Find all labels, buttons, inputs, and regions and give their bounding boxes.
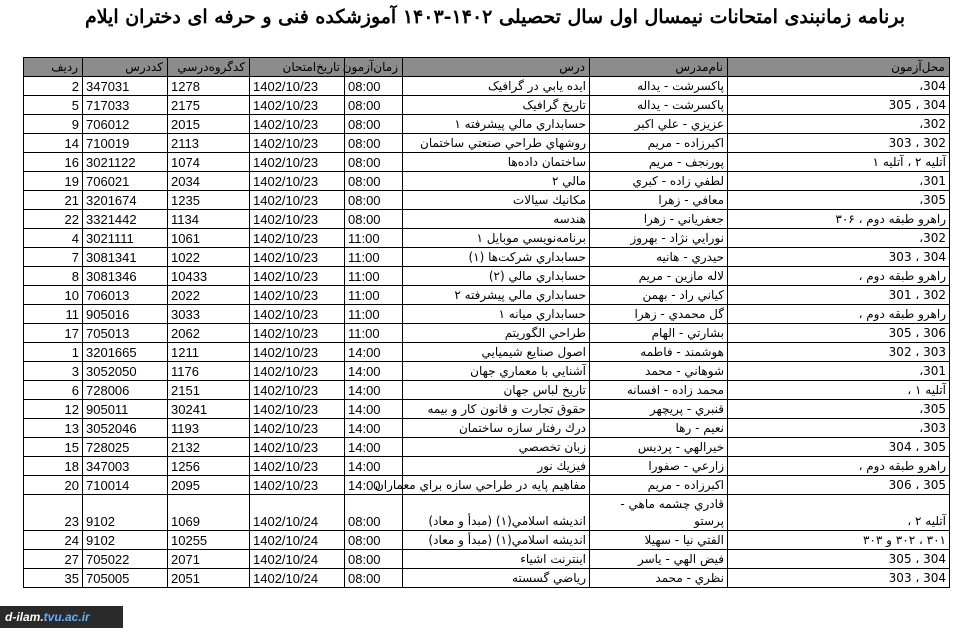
cell-exam-time: 08:00 (345, 77, 403, 96)
cell-group-code: 30241 (168, 400, 250, 419)
cell-place: آتليه ۲ ، آتليه ۱ (728, 153, 950, 172)
table-row (24, 343, 950, 362)
cell-group-code: 1235 (168, 191, 250, 210)
cell-radif: 13 (24, 419, 83, 438)
cell-course-code: 3201665 (83, 343, 168, 362)
table-row (24, 115, 950, 134)
cell-exam-date: 1402/10/23 (250, 400, 345, 419)
cell-place: 305 ، 304 (728, 438, 950, 457)
header-course-code: كددرس (83, 58, 168, 77)
cell-radif: 1 (24, 343, 83, 362)
cell-exam-date: 1402/10/23 (250, 172, 345, 191)
cell-radif: 20 (24, 476, 83, 495)
cell-course: اينترنت اشياء (403, 550, 590, 569)
cell-exam-date: 1402/10/23 (250, 457, 345, 476)
cell-teacher: جعفرياني - زهرا (590, 210, 728, 229)
cell-course-code: 3052050 (83, 362, 168, 381)
cell-exam-time: 11:00 (345, 267, 403, 286)
cell-place: 303 ، 302 (728, 343, 950, 362)
cell-course-code: 705013 (83, 324, 168, 343)
table-row (24, 324, 950, 343)
cell-exam-date: 1402/10/23 (250, 77, 345, 96)
cell-course-code: 3201674 (83, 191, 168, 210)
cell-course-code: 717033 (83, 96, 168, 115)
cell-group-code: 1069 (168, 495, 250, 531)
cell-course: رياضي گسسته (403, 569, 590, 588)
cell-course-code: 728025 (83, 438, 168, 457)
cell-place: راهرو طبقه دوم ، (728, 457, 950, 476)
site-watermark (0, 606, 123, 628)
cell-radif: 2 (24, 77, 83, 96)
cell-place: آتليه ۲ ، (728, 495, 950, 531)
cell-radif: 12 (24, 400, 83, 419)
cell-course: حسابداري مالي (۲) (403, 267, 590, 286)
cell-course: حسابداري مالي پيشرفته ۱ (403, 115, 590, 134)
cell-exam-date: 1402/10/23 (250, 419, 345, 438)
cell-course-code: 705022 (83, 550, 168, 569)
cell-radif: 23 (24, 495, 83, 531)
cell-radif: 3 (24, 362, 83, 381)
cell-exam-date: 1402/10/23 (250, 115, 345, 134)
cell-course: آشنايي با معماري جهان (403, 362, 590, 381)
table-row (24, 419, 950, 438)
cell-course: درك رفتار سازه ساختمان (403, 419, 590, 438)
cell-exam-time: 08:00 (345, 569, 403, 588)
cell-course-code: 3052046 (83, 419, 168, 438)
cell-teacher: اكبرزاده - مريم (590, 134, 728, 153)
cell-course-code: 905016 (83, 305, 168, 324)
cell-course-code: 347003 (83, 457, 168, 476)
cell-exam-date: 1402/10/23 (250, 438, 345, 457)
cell-place: 303، (728, 419, 950, 438)
cell-group-code: 2015 (168, 115, 250, 134)
cell-course-code: 3321442 (83, 210, 168, 229)
cell-exam-date: 1402/10/23 (250, 305, 345, 324)
cell-place: 304 ، 303 (728, 569, 950, 588)
cell-place: 304، (728, 77, 950, 96)
cell-course: فيزيك نور (403, 457, 590, 476)
cell-exam-time: 14:00 (345, 476, 403, 495)
cell-course-code: 9102 (83, 495, 168, 531)
cell-teacher: فيض الهي - ياسر (590, 550, 728, 569)
cell-course-code: 3021122 (83, 153, 168, 172)
cell-radif: 24 (24, 531, 83, 550)
cell-course: انديشه اسلامي(۱) (مبدأ و معاد) (403, 495, 590, 531)
table-row (24, 362, 950, 381)
cell-exam-time: 14:00 (345, 381, 403, 400)
table-row (24, 457, 950, 476)
cell-group-code: 2095 (168, 476, 250, 495)
cell-radif: 7 (24, 248, 83, 267)
watermark-prefix: d-ilam. (5, 610, 44, 624)
cell-radif: 18 (24, 457, 83, 476)
exam-schedule-table (23, 57, 950, 588)
cell-teacher: قنبري - پريچهر (590, 400, 728, 419)
cell-teacher: نورايي نژاد - بهروز (590, 229, 728, 248)
cell-course: حسابداري مالي پيشرفته ۲ (403, 286, 590, 305)
table-row (24, 286, 950, 305)
cell-exam-time: 11:00 (345, 305, 403, 324)
cell-course: مالي ۲ (403, 172, 590, 191)
cell-course: هندسه (403, 210, 590, 229)
cell-place: راهرو طبقه دوم ، ۳۰۶ (728, 210, 950, 229)
cell-exam-time: 14:00 (345, 362, 403, 381)
cell-exam-time: 08:00 (345, 531, 403, 550)
cell-place: راهرو طبقه دوم ، (728, 305, 950, 324)
header-place: محل‌آزمون (728, 58, 950, 77)
cell-place: 301، (728, 172, 950, 191)
cell-exam-date: 1402/10/23 (250, 153, 345, 172)
cell-teacher: كياني راد - بهمن (590, 286, 728, 305)
cell-radif: 4 (24, 229, 83, 248)
cell-exam-date: 1402/10/23 (250, 267, 345, 286)
cell-exam-time: 14:00 (345, 343, 403, 362)
cell-teacher: لطفي زاده - كبري (590, 172, 728, 191)
cell-place: 301، (728, 362, 950, 381)
cell-course: طراحي الگوريتم (403, 324, 590, 343)
cell-course-code: 3081346 (83, 267, 168, 286)
table-row (24, 229, 950, 248)
cell-course: حسابداري ميانه ۱ (403, 305, 590, 324)
cell-course-code: 706021 (83, 172, 168, 191)
cell-course-code: 728006 (83, 381, 168, 400)
cell-exam-time: 08:00 (345, 115, 403, 134)
table-row (24, 531, 950, 550)
cell-group-code: 1193 (168, 419, 250, 438)
cell-exam-date: 1402/10/23 (250, 476, 345, 495)
cell-place: 305، (728, 400, 950, 419)
cell-place: 302 ، 301 (728, 286, 950, 305)
cell-group-code: 1256 (168, 457, 250, 476)
cell-group-code: 1134 (168, 210, 250, 229)
cell-group-code: 2132 (168, 438, 250, 457)
table-row (24, 267, 950, 286)
header-exam-date: تاريخ‌امتحان (250, 58, 345, 77)
cell-exam-date: 1402/10/23 (250, 191, 345, 210)
cell-exam-time: 14:00 (345, 438, 403, 457)
cell-exam-time: 11:00 (345, 324, 403, 343)
cell-group-code: 1176 (168, 362, 250, 381)
cell-exam-time: 14:00 (345, 457, 403, 476)
cell-group-code: 1022 (168, 248, 250, 267)
cell-course: برنامه‌نويسي موبايل ۱ (403, 229, 590, 248)
cell-exam-date: 1402/10/24 (250, 550, 345, 569)
cell-radif: 19 (24, 172, 83, 191)
cell-radif: 14 (24, 134, 83, 153)
cell-teacher: لاله مازين - مريم (590, 267, 728, 286)
cell-exam-date: 1402/10/23 (250, 248, 345, 267)
cell-teacher: نظري - محمد (590, 569, 728, 588)
cell-course: ايده يابي در گرافيک (403, 77, 590, 96)
cell-teacher: معافي - زهرا (590, 191, 728, 210)
cell-exam-date: 1402/10/24 (250, 495, 345, 531)
table-row (24, 550, 950, 569)
header-group-code: كدگروه‌درسي (168, 58, 250, 77)
cell-course-code: 706013 (83, 286, 168, 305)
cell-group-code: 2151 (168, 381, 250, 400)
cell-radif: 22 (24, 210, 83, 229)
header-course: درس (403, 58, 590, 77)
cell-teacher: خيرالهي - پرديس (590, 438, 728, 457)
cell-place: 304 ، 305 (728, 96, 950, 115)
cell-exam-time: 08:00 (345, 550, 403, 569)
table-row (24, 134, 950, 153)
cell-course: حقوق تجارت و قانون كار و بيمه (403, 400, 590, 419)
cell-radif: 5 (24, 96, 83, 115)
cell-course-code: 9102 (83, 531, 168, 550)
header-exam-time: زمان‌آزمون (345, 58, 403, 77)
table-row (24, 381, 950, 400)
table-row (24, 191, 950, 210)
cell-place: 305، (728, 191, 950, 210)
cell-group-code: 2022 (168, 286, 250, 305)
cell-teacher: قادري چشمه ماهي - پرستو (590, 495, 728, 531)
watermark-domain: tvu.ac.ir (43, 610, 90, 624)
cell-course: اصول صنايع شيميايي (403, 343, 590, 362)
cell-exam-date: 1402/10/23 (250, 286, 345, 305)
table-row (24, 569, 950, 588)
table-row (24, 96, 950, 115)
cell-course: مكانيك سيالات (403, 191, 590, 210)
cell-exam-time: 11:00 (345, 286, 403, 305)
cell-course-code: 905011 (83, 400, 168, 419)
cell-group-code: 1211 (168, 343, 250, 362)
cell-exam-date: 1402/10/23 (250, 96, 345, 115)
cell-place: راهرو طبقه دوم ، (728, 267, 950, 286)
cell-group-code: 1061 (168, 229, 250, 248)
cell-radif: 17 (24, 324, 83, 343)
cell-radif: 27 (24, 550, 83, 569)
cell-teacher: هوشمند - فاطمه (590, 343, 728, 362)
header-teacher: نام‌مدرس (590, 58, 728, 77)
cell-teacher: محمد زاده - افسانه (590, 381, 728, 400)
cell-course-code: 3021111 (83, 229, 168, 248)
cell-teacher: بشارتي - الهام (590, 324, 728, 343)
cell-course-code: 710014 (83, 476, 168, 495)
cell-exam-time: 08:00 (345, 191, 403, 210)
cell-place: ۳۰۱ ، ۳۰۲ و ۳۰۳ (728, 531, 950, 550)
table-row (24, 172, 950, 191)
cell-exam-time: 11:00 (345, 229, 403, 248)
cell-teacher: پورنجف - مريم (590, 153, 728, 172)
cell-radif: 6 (24, 381, 83, 400)
cell-course-code: 3081341 (83, 248, 168, 267)
cell-course: تاريخ لباس جهان (403, 381, 590, 400)
cell-place: 302، (728, 229, 950, 248)
cell-exam-time: 14:00 (345, 419, 403, 438)
cell-teacher: زارعي - صفورا (590, 457, 728, 476)
cell-radif: 16 (24, 153, 83, 172)
cell-place: 302 ، 303 (728, 134, 950, 153)
cell-exam-date: 1402/10/23 (250, 381, 345, 400)
table-row (24, 400, 950, 419)
cell-exam-date: 1402/10/24 (250, 531, 345, 550)
cell-teacher: عزيزي - علي اكبر (590, 115, 728, 134)
cell-group-code: 1074 (168, 153, 250, 172)
cell-exam-date: 1402/10/23 (250, 210, 345, 229)
cell-exam-time: 11:00 (345, 248, 403, 267)
cell-course: ساختمان داده‌ها (403, 153, 590, 172)
cell-exam-date: 1402/10/23 (250, 343, 345, 362)
cell-teacher: نعيم - رها (590, 419, 728, 438)
cell-course-code: 706012 (83, 115, 168, 134)
cell-place: 304 ، 305 (728, 550, 950, 569)
cell-radif: 10 (24, 286, 83, 305)
cell-place: 302، (728, 115, 950, 134)
cell-group-code: 10433 (168, 267, 250, 286)
cell-radif: 21 (24, 191, 83, 210)
cell-exam-date: 1402/10/24 (250, 569, 345, 588)
cell-group-code: 1278 (168, 77, 250, 96)
cell-exam-date: 1402/10/23 (250, 134, 345, 153)
cell-group-code: 2062 (168, 324, 250, 343)
cell-teacher: شوهاني - محمد (590, 362, 728, 381)
cell-course: انديشه اسلامي(۱) (مبدأ و معاد) (403, 531, 590, 550)
cell-course-code: 347031 (83, 77, 168, 96)
cell-exam-time: 14:00 (345, 400, 403, 419)
cell-exam-date: 1402/10/23 (250, 362, 345, 381)
cell-group-code: 3033 (168, 305, 250, 324)
table-row (24, 305, 950, 324)
cell-teacher: پاکسرشت - يداله (590, 96, 728, 115)
table-row (24, 153, 950, 172)
cell-course: مفاهيم پايه در طراحي سازه براي معماران (403, 476, 590, 495)
cell-group-code: 10255 (168, 531, 250, 550)
cell-group-code: 2113 (168, 134, 250, 153)
cell-exam-time: 08:00 (345, 134, 403, 153)
header-radif: رديف (24, 58, 83, 77)
table-row (24, 476, 950, 495)
cell-place: 305 ، 306 (728, 476, 950, 495)
table-row (24, 438, 950, 457)
cell-radif: 8 (24, 267, 83, 286)
cell-exam-time: 08:00 (345, 96, 403, 115)
cell-teacher: الفتي نيا - سهيلا (590, 531, 728, 550)
cell-group-code: 2051 (168, 569, 250, 588)
cell-place: 306 ، 305 (728, 324, 950, 343)
table-row (24, 248, 950, 267)
cell-group-code: 2175 (168, 96, 250, 115)
cell-exam-time: 08:00 (345, 210, 403, 229)
cell-group-code: 2034 (168, 172, 250, 191)
cell-exam-date: 1402/10/23 (250, 229, 345, 248)
cell-teacher: پاکسرشت - يداله (590, 77, 728, 96)
header-row (24, 58, 950, 77)
cell-teacher: اكبرزاده - مريم (590, 476, 728, 495)
cell-course: تاريخ گرافيک (403, 96, 590, 115)
cell-teacher: حيدري - هانيه (590, 248, 728, 267)
table-row (24, 210, 950, 229)
cell-exam-date: 1402/10/23 (250, 324, 345, 343)
cell-teacher: گل محمدي - زهرا (590, 305, 728, 324)
table-row (24, 495, 950, 531)
table-row (24, 77, 950, 96)
table-body (24, 77, 950, 588)
cell-exam-time: 08:00 (345, 153, 403, 172)
cell-course: حسابداري شركت‌ها (۱) (403, 248, 590, 267)
cell-course-code: 705005 (83, 569, 168, 588)
cell-course: روشهاي طراحي صنعتي ساختمان (403, 134, 590, 153)
cell-radif: 15 (24, 438, 83, 457)
cell-group-code: 2071 (168, 550, 250, 569)
cell-radif: 11 (24, 305, 83, 324)
cell-exam-time: 08:00 (345, 495, 403, 531)
cell-radif: 35 (24, 569, 83, 588)
cell-place: 304 ، 303 (728, 248, 950, 267)
cell-course-code: 710019 (83, 134, 168, 153)
page-title: برنامه زمانبندی امتحانات نیمسال اول سال تحصیلی ۱۴۰۲-۱۴۰۳ آموزشکده فنی و حرفه ای دختران ایلام (84, 6, 906, 28)
cell-course: زبان تخصصي (403, 438, 590, 457)
cell-exam-time: 08:00 (345, 172, 403, 191)
cell-radif: 9 (24, 115, 83, 134)
cell-place: آتليه ۱ ، (728, 381, 950, 400)
